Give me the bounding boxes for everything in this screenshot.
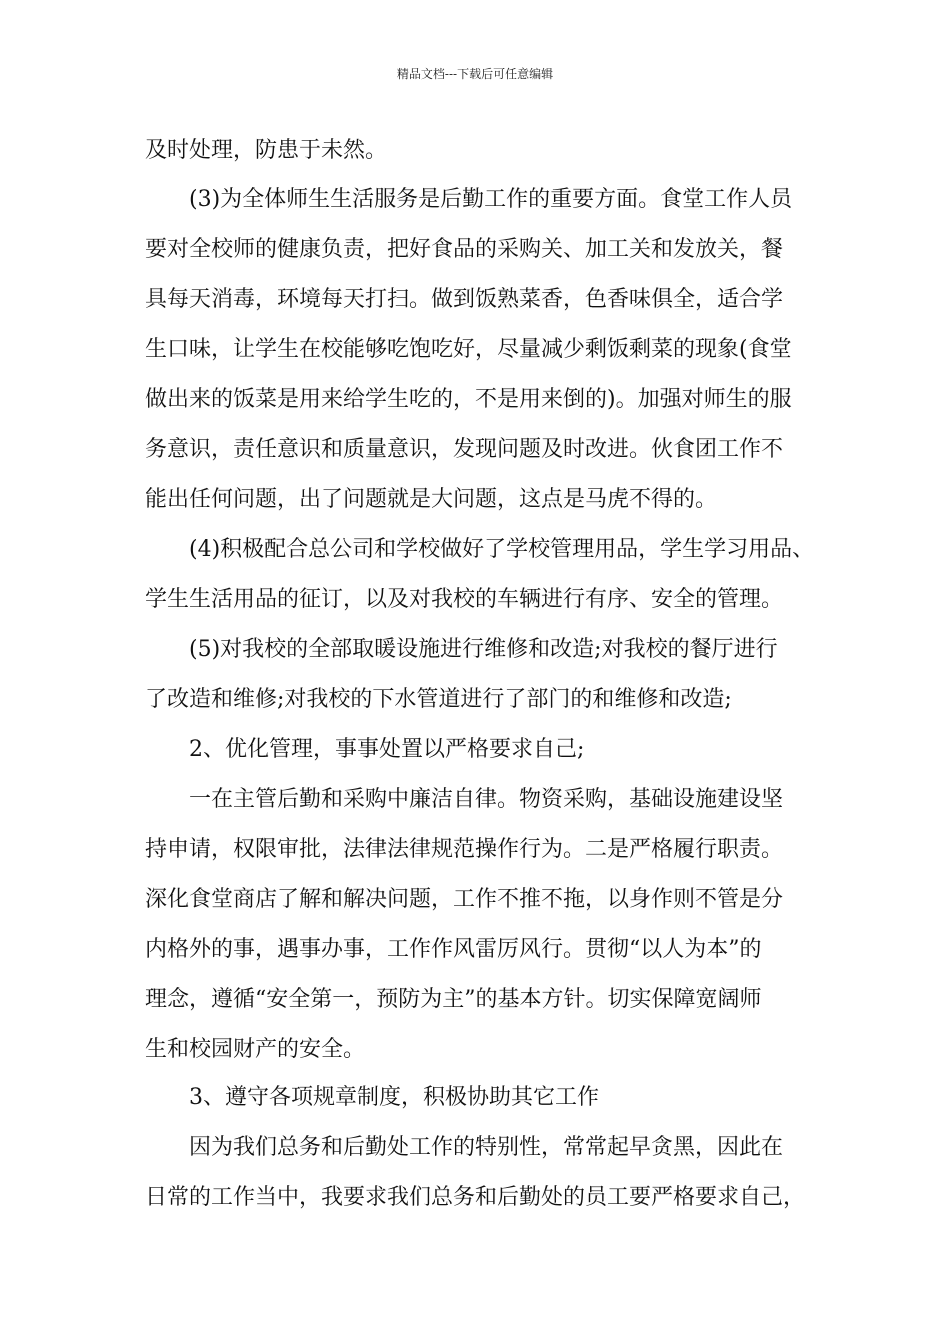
text-line: 持申请，权限审批，法律法律规范操作行为。二是严格履行职责。: [145, 837, 784, 862]
text-line: (3)为全体师生生活服务是后勤工作的重要方面。食堂工作人员: [189, 187, 793, 212]
text-line: 要对全校师的健康负责，把好食品的采购关、加工关和发放关，餐: [145, 237, 784, 262]
text-line: 深化食堂商店了解和解决问题，工作不推不拖，以身作则不管是分: [145, 887, 784, 912]
text-line: 务意识，责任意识和质量意识，发现问题及时改进。伙食团工作不: [145, 437, 784, 462]
text-line: 能出任何问题，出了问题就是大问题，这点是马虎不得的。: [145, 487, 718, 512]
page-header: 精品文档---下载后可任意编辑: [396, 67, 554, 81]
text-line: 做出来的饭菜是用来给学生吃的，不是用来倒的)。加强对师生的服: [145, 387, 792, 412]
text-line: 了改造和维修;对我校的下水管道进行了部门的和维修和改造;: [145, 687, 732, 712]
text-line: 日常的工作当中，我要求我们总务和后勤处的员工要严格要求自己，: [145, 1185, 806, 1210]
text-line: 及时处理，防患于未然。: [145, 138, 388, 163]
text-line: 因为我们总务和后勤处工作的特别性，常常起早贪黑，因此在: [189, 1135, 784, 1160]
text-line: 学生生活用品的征订，以及对我校的车辆进行有序、安全的管理。: [145, 587, 784, 612]
section-heading: 2、优化管理，事事处置以严格要求自己;: [189, 737, 585, 762]
text-line: 生口味，让学生在校能够吃饱吃好，尽量减少剩饭剩菜的现象(食堂: [145, 337, 792, 362]
text-line: 具每天消毒，环境每天打扫。做到饭熟菜香，色香味俱全，适合学: [145, 287, 784, 312]
text-line: 生和校园财产的安全。: [145, 1037, 366, 1062]
text-line: (4)积极配合总公司和学校做好了学校管理用品，学生学习用品、: [189, 537, 815, 562]
text-line: (5)对我校的全部取暖设施进行维修和改造;对我校的餐厅进行: [189, 637, 778, 662]
text-line: 内格外的事，遇事办事，工作作风雷厉风行。贯彻“以人为本”的: [145, 937, 762, 962]
section-heading: 3、遵守各项规章制度，积极协助其它工作: [189, 1085, 599, 1110]
text-line: 一在主管后勤和采购中廉洁自律。物资采购，基础设施建设坚: [189, 787, 784, 812]
text-line: 理念，遵循“安全第一，预防为主”的基本方针。切实保障宽阔师: [145, 987, 762, 1012]
